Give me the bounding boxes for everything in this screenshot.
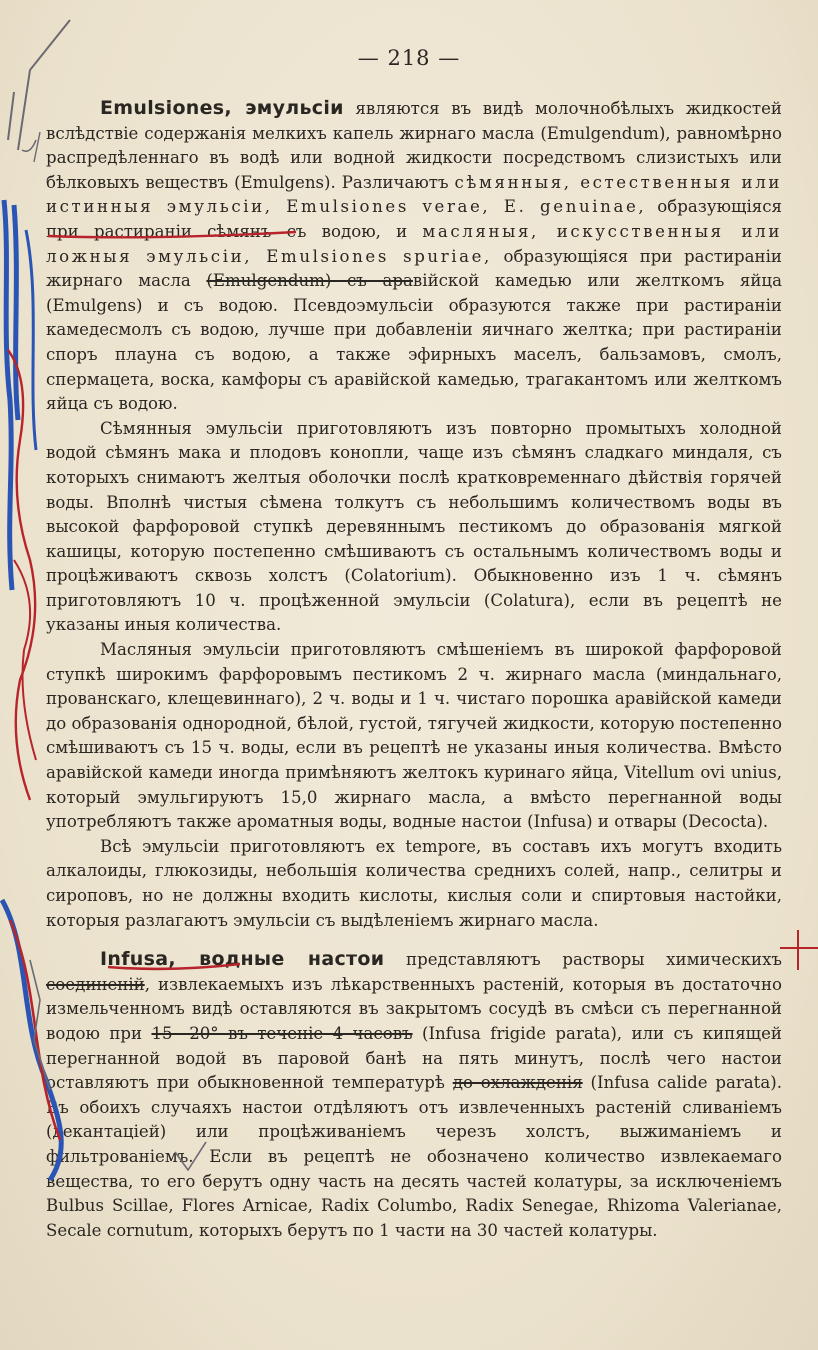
text-run: (Infusa calide parata). Въ обоихъ случаяхъ настои отдѣляютъ отъ извлеченныхъ растеній сливаніемъ (декантаціей) или процѣживаніемъ черезъ холстъ, выжиманіемъ и фильтрованіемъ. Если въ рецептѣ не обозначено количество извлекаемаго вещества, то его берутъ одну часть на десять частей колатуры, за исключеніемъ Bulbus Scillae, Flores Arnicae, Radix Columbo, Radix Senegae, Rhizoma Valerianae, Secale cornutum, которыхъ берутъ по 1 части на 30 частей колатуры.: [46, 1073, 782, 1240]
heading-infusa: Infusa, водные настои: [100, 948, 385, 971]
struck-text: до охлажденія: [452, 1073, 583, 1093]
heading-emulsiones: Emulsiones, эмульсіи: [100, 97, 344, 119]
page-number: — 218 —: [357, 46, 461, 70]
paragraph-oil-emulsions: Масляныя эмульсіи приготовляютъ смѣшеніемъ въ широкой фарфоровой ступкѣ широкимъ фарфоровымъ пестикомъ 2 ч. жирнаго масла (миндальнаго, прованскаго, клещевиннаго), 2 ч. воды и 1 ч. чистаго порошка аравійской камеди до образованія однородной, бѣлой, густой, тягучей жидкости, которую постепенно смѣшиваютъ съ 15 ч. воды, если въ рецептѣ не указаны иныя количества. Вмѣсто аравійской камеди иногда примѣняютъ желтокъ куринаго яйца, Vitellum ovi unius, который эмульгируютъ 15,0 жирнаго масла, а вмѣсто перегнанной воды употребляютъ также ароматныя воды, водные настои (Infusa) и отвары (Decocta).: [46, 640, 782, 832]
spaced-text-run: масляныя, искусственныя или ложныя эмульсіи, Emulsiones spuriae,: [46, 221, 782, 266]
body-text: [46, 96, 782, 1243]
struck-text: соединеній: [46, 974, 145, 994]
section-gap: [46, 933, 782, 947]
spaced-text-run: сѣмянныя, естественныя или истинныя эмульсіи, Emulsiones verae, E. genuinae,: [46, 172, 782, 217]
struck-text: (Emulgendum) съ ара: [206, 271, 413, 291]
text-run: (Infusa frigide parata), или съ кипящей перегнанной водой въ паровой банѣ на пять минутъ, послѣ чего настои оставляютъ при обыкновенной температурѣ: [46, 1023, 782, 1093]
text-run: являются въ видѣ молочнобѣлыхъ жидкостей вслѣдствіе содержанія мелкихъ капель жирнаго масла (Emulgendum), равномѣрно распредѣленнаго въ водѣ или водной жидкости посредствомъ слизистыхъ или бѣлковыхъ веществъ (Emulgens). Различаютъ: [46, 99, 782, 192]
text-run: представляютъ растворы химическихъ: [384, 950, 782, 970]
text-run: , извлекаемыхъ изъ лѣкарственныхъ растеній, которыя въ достаточно измельченномъ видѣ оставляются въ закрытомъ сосудѣ въ смѣси съ перегнанной водою при: [46, 974, 782, 1043]
paragraph-seed-emulsions: Сѣмянныя эмульсіи приготовляютъ изъ повторно промытыхъ холодной водой сѣмянъ мака и плодовъ конопли, чаще изъ сѣмянъ сладкаго миндаля, съ которыхъ снимаютъ желтыя оболочки послѣ кратковременнаго дѣйствія горячей воды. Вполнѣ чистыя сѣмена толкутъ съ небольшимъ количествомъ воды въ высокой фарфоровой ступкѣ деревяннымъ пестикомъ до образованія мягкой кашицы, которую постепенно смѣшиваютъ съ остальнымъ количествомъ воды и процѣживаютъ сквозь холстъ (Colatorium). Обыкновенно изъ 1 ч. сѣмянъ приготовляютъ 10 ч. процѣженной эмульсіи (Colatura), если въ рецептѣ не указаны иныя количества.: [46, 418, 782, 635]
text-run: вiйской камедью или желткомъ яйца (Emulgens) и съ водою. Псевдоэмульсіи образуются также при растираніи камедесмолъ съ водою, лучше при добавленіи яичнаго желтка; при растираніи споръ плауна съ водою, а также эфирныхъ маселъ, бальзамовъ, смолъ, спермацета, воска, камфоры съ аравійской камедью, трагакантомъ или желткомъ яйца съ водою.: [46, 271, 782, 414]
text-run: образующіяся при растираніи жирнаго масла: [46, 246, 782, 291]
paragraph-infusa: [46, 947, 782, 1243]
text-run: образующіяся при растираніи сѣмянъ съ водою, и: [46, 197, 782, 241]
struck-text: 15—20° въ теченіе 4 часовъ: [151, 1023, 413, 1043]
paragraph-emulsiones-intro: [46, 96, 782, 417]
paragraph-ex-tempore: Всѣ эмульсіи приготовляютъ ex tempore, въ составъ ихъ могутъ входить алкалоиды, глюкозиды, небольшія количества среднихъ солей, напр., селитры и сироповъ, но не должны входить кислоты, кислыя соли и спиртовыя настойки, которыя разлагаютъ эмульсіи съ выдѣленіемъ жирнаго масла.: [46, 836, 782, 930]
